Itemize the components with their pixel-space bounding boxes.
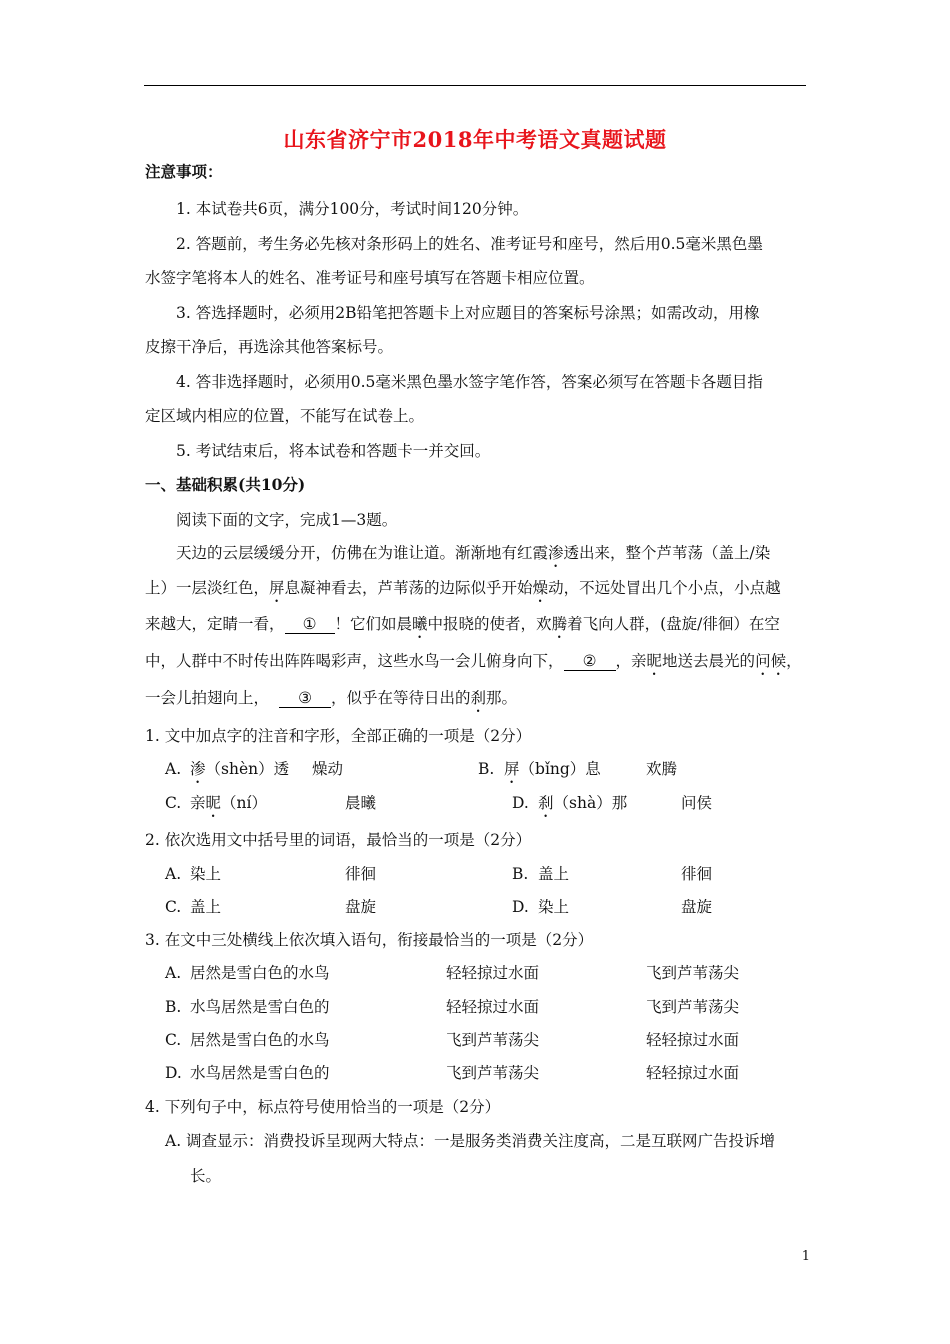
notice-item: 4. 答非选择题时，必须用0.5毫米黑色墨水签字笔作答，答案必须写在答题卡各题目指 [176, 373, 763, 391]
passage-text: 透出来，整个芦苇荡（盖上/染 [563, 544, 771, 562]
passage-text: 来越大，定睛一看， [145, 615, 285, 633]
option-label: B. [512, 865, 529, 883]
option-phrase: 轻轻掠过水面 [646, 1064, 740, 1082]
option-text: 长。 [190, 1167, 222, 1185]
option-text [190, 793, 267, 821]
option-text [504, 759, 601, 787]
option-text-pre: 亲 [190, 794, 206, 812]
passage-text: 动，不远处冒出几个小点，小点越 [548, 579, 781, 597]
option-word: 晨曦 [345, 794, 377, 812]
option-word: 盘旋 [345, 898, 377, 916]
section-intro: 阅读下面的文字，完成1—3题。 [176, 511, 398, 529]
passage-text: 天边的云层缓缓分开，仿佛在为谁让道。渐渐地有红霞 [176, 544, 549, 562]
notice-heading: 注意事项： [145, 162, 223, 181]
option-phrase: 飞到芦苇荡尖 [646, 998, 740, 1016]
passage-text: ， [786, 652, 802, 670]
option-word: 燥动 [312, 760, 344, 778]
option-phrase: 居然是雪白色的水鸟 [190, 964, 330, 982]
dotted-char: 屏 [504, 760, 520, 778]
option-text-rest: （ní） [221, 794, 267, 812]
option-text-rest: （bǐng）息 [519, 760, 601, 778]
passage-line [145, 578, 781, 606]
option-word: 问侯 [681, 794, 713, 812]
question-stem: 2. 依次选用文中括号里的词语，最恰当的一项是（2分） [145, 831, 532, 849]
option-text-rest: （shà）那 [553, 794, 628, 812]
passage-line [145, 688, 517, 716]
option-phrase: 轻轻掠过水面 [446, 964, 540, 982]
option-text-rest: （shèn）透 [205, 760, 290, 778]
option-word: 盘旋 [681, 898, 713, 916]
option-label: B. [165, 998, 182, 1016]
option-word: 盖上 [538, 865, 570, 883]
passage-text: ，亲 [615, 652, 647, 670]
option-phrase: 飞到芦苇荡尖 [646, 964, 740, 982]
fill-blank: ② [564, 652, 616, 671]
dotted-char: 曦 [412, 615, 428, 633]
question-stem: 3. 在文中三处横线上依次填入语句，衔接最恰当的一项是（2分） [145, 931, 594, 949]
dotted-char: 刹 [470, 689, 487, 707]
notice-item: 水签字笔将本人的姓名、准考证号和座号填写在答题卡相应位置。 [145, 269, 595, 287]
question-stem: 4. 下列句子中，标点符号使用恰当的一项是（2分） [145, 1098, 501, 1116]
section-heading: 一、基础积累(共10分) [145, 475, 306, 494]
option-text [190, 759, 289, 787]
passage-text: 着飞向人群，(盘旋/徘徊）在空 [567, 615, 780, 633]
option-phrase: 轻轻掠过水面 [446, 998, 540, 1016]
option-label: B. [478, 760, 495, 778]
option-label: C. [165, 794, 182, 812]
passage-text: ！它们如晨 [334, 615, 413, 633]
dotted-char: 昵 [205, 794, 222, 812]
notice-item: 定区域内相应的位置，不能写在试卷上。 [145, 407, 425, 425]
option-label: C. [165, 898, 182, 916]
page-number: 1 [801, 1249, 810, 1264]
question-stem: 1. 文中加点字的注音和字形，全部正确的一项是（2分） [145, 727, 532, 745]
option-phrase: 水鸟居然是雪白色的 [190, 1064, 330, 1082]
option-label: A. [165, 865, 182, 883]
option-text [538, 793, 627, 821]
notice-item: 3. 答选择题时，必须用2B铅笔把答题卡上对应题目的答案标号涂黑；如需改动，用橡 [176, 304, 760, 322]
passage-text: 那。 [486, 689, 518, 707]
dotted-char: 屏 [269, 579, 285, 597]
option-phrase: 水鸟居然是雪白色的 [190, 998, 330, 1016]
notice-item: 1. 本试卷共6页，满分100分，考试时间120分钟。 [176, 200, 529, 218]
option-phrase: 飞到芦苇荡尖 [446, 1031, 540, 1049]
option-word: 染上 [538, 898, 570, 916]
dotted-char: 腾 [551, 615, 568, 633]
option-text: A. 调查显示：消费投诉呈现两大特点：一是服务类消费关注度高，二是互联网广告投诉增 [165, 1132, 776, 1150]
dotted-char: 问候 [755, 652, 787, 670]
passage-line [145, 614, 780, 642]
passage-line [145, 651, 802, 679]
option-label: D. [165, 1064, 182, 1082]
dotted-char: 昵 [646, 652, 663, 670]
passage-text: 上）一层淡红色， [145, 579, 270, 597]
option-word: 染上 [190, 865, 222, 883]
option-word: 徘徊 [345, 865, 377, 883]
passage-text: ，似乎在等待日出的 [331, 689, 471, 707]
option-word: 徘徊 [681, 865, 713, 883]
dotted-char: 渗 [190, 760, 206, 778]
fill-blank: ③ [279, 689, 331, 708]
header-rule [144, 85, 806, 86]
option-phrase: 轻轻掠过水面 [646, 1031, 740, 1049]
option-word: 欢腾 [646, 760, 678, 778]
option-phrase: 居然是雪白色的水鸟 [190, 1031, 330, 1049]
passage-text: 地送去晨光的 [662, 652, 756, 670]
fill-blank: ① [285, 615, 335, 634]
option-label: C. [165, 1031, 182, 1049]
option-phrase: 飞到芦苇荡尖 [446, 1064, 540, 1082]
passage-line [176, 543, 770, 571]
passage-text: 中报晓的使者，欢 [427, 615, 552, 633]
dotted-char: 刹 [538, 794, 554, 812]
option-label: D. [512, 794, 529, 812]
notice-item: 皮擦干净后，再选涂其他答案标号。 [145, 338, 394, 356]
passage-text: 中，人群中不时传出阵阵喝彩声，这些水鸟一会儿俯身向下， [145, 652, 564, 670]
option-label: A. [165, 760, 182, 778]
notice-item: 2. 答题前，考生务必先核对条形码上的姓名、准考证号和座号，然后用0.5毫米黑色墨 [176, 235, 763, 253]
dotted-char: 燥 [532, 579, 549, 597]
page-title: 山东省济宁市2018年中考语文真题试题 [283, 127, 667, 152]
notice-item: 5. 考试结束后，将本试卷和答题卡一并交回。 [176, 442, 491, 460]
passage-text: 息凝神看去，芦苇荡的边际似乎开始 [284, 579, 533, 597]
dotted-char: 渗 [548, 544, 564, 562]
passage-text: 一会儿拍翅向上， [145, 689, 270, 707]
option-label: D. [512, 898, 529, 916]
option-word: 盖上 [190, 898, 222, 916]
option-label: A. [165, 964, 182, 982]
